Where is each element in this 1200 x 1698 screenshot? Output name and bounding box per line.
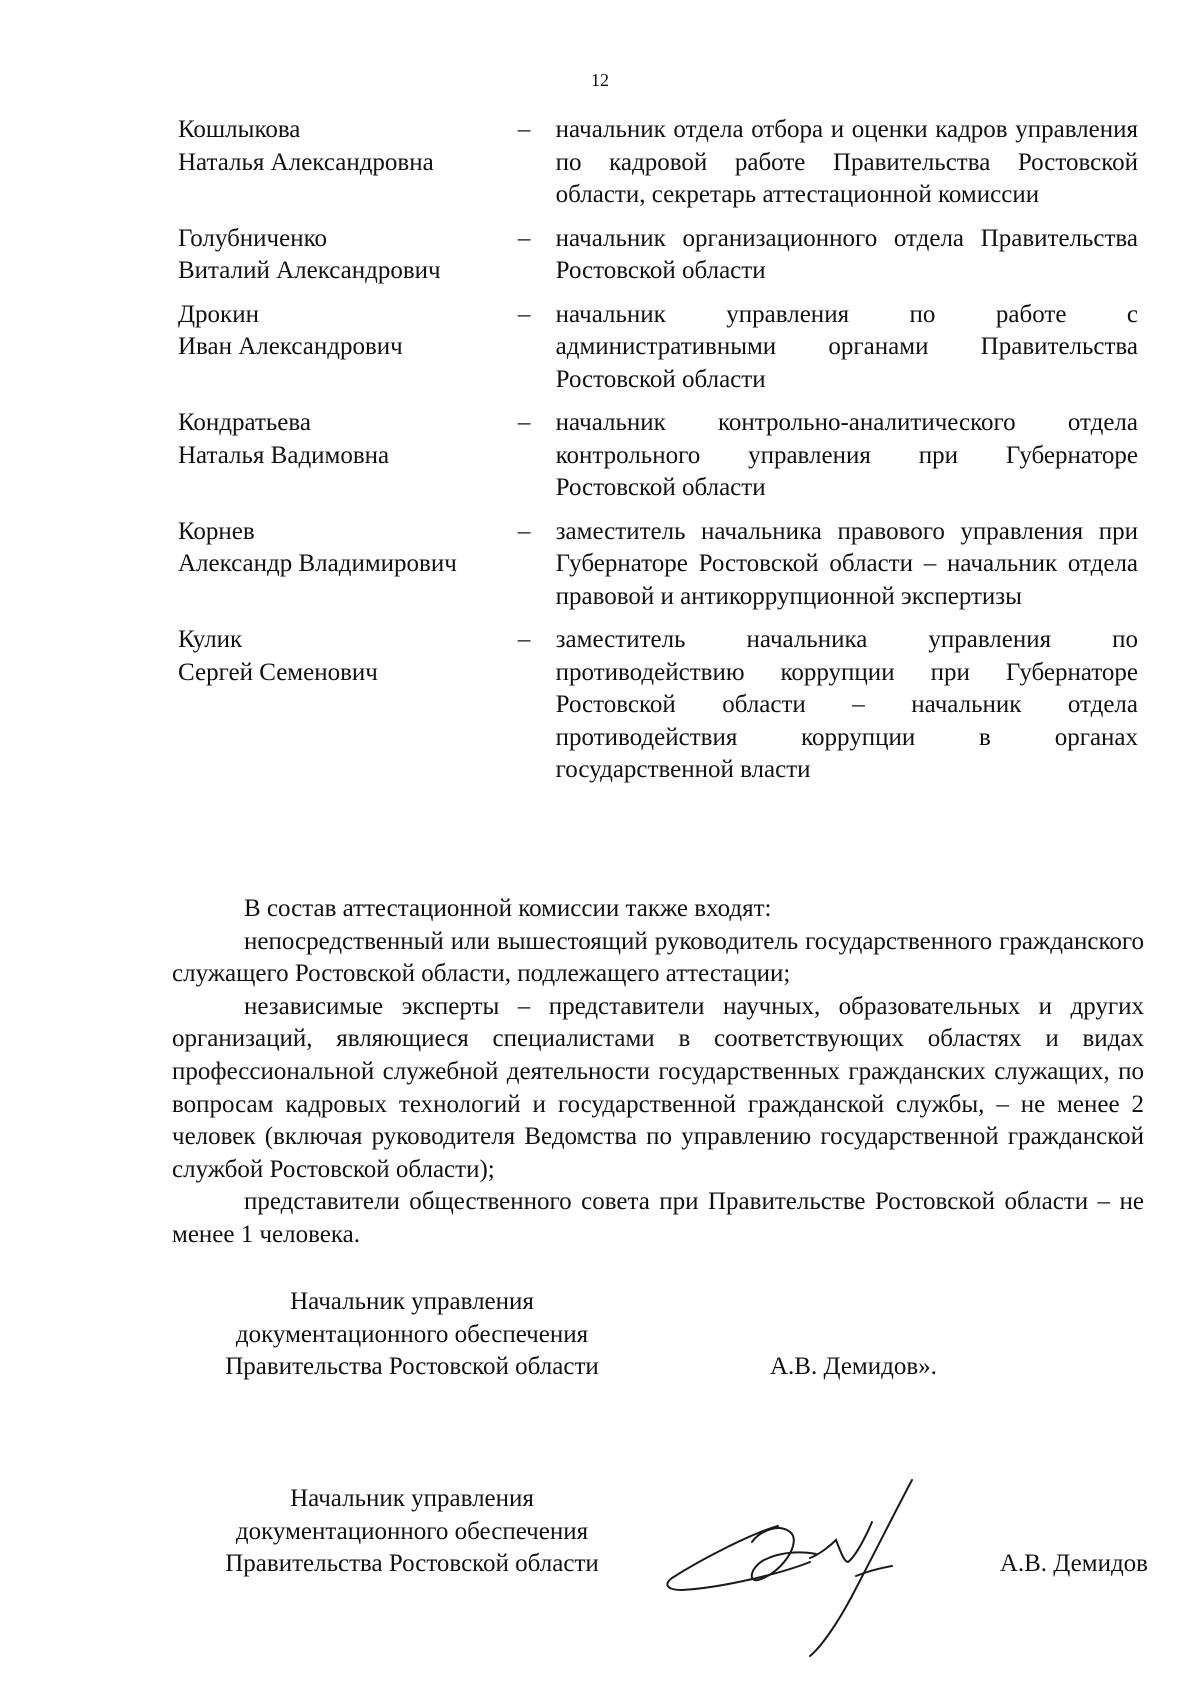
member-position: начальник организационного отдела Правительства Ростовской области xyxy=(555,224,1139,284)
member-dash: – xyxy=(517,517,531,545)
member-name: Дрокин Иван Александрович xyxy=(178,300,403,360)
signatory-title-line: Правительства Ростовской области xyxy=(225,1353,599,1380)
signatory-title-line: документационного обеспечения xyxy=(235,1320,589,1348)
member-row xyxy=(178,407,1138,505)
signatory-name: А.В. Демидов xyxy=(999,1550,1148,1577)
member-row xyxy=(178,299,1138,397)
composition-item: непосредственный или вышестоящий руководитель государственного гражданского служащего Ростовской области, подлежащего аттестации; xyxy=(172,927,1144,988)
signatory-title-line: Начальник управления xyxy=(290,1485,534,1512)
member-dash: – xyxy=(517,300,531,328)
commission-member-list xyxy=(178,114,1138,798)
signatory-title xyxy=(172,1286,652,1384)
member-position: начальник отдела отбора и оценки кадров управления по кадровой работе Правительства Ростовской области, секретарь аттестационной комиссии xyxy=(555,116,1139,208)
signatory-title-line: Правительства Ростовской области xyxy=(225,1550,599,1577)
member-name: Голубниченко Виталий Александрович xyxy=(178,224,441,284)
composition-intro: В состав аттестационной комиссии также входят: xyxy=(244,895,772,922)
member-dash: – xyxy=(517,409,531,436)
commission-composition xyxy=(172,893,1144,1252)
signatory-name: А.В. Демидов». xyxy=(770,1353,937,1380)
signatory-title-line: Начальник управления xyxy=(290,1288,534,1315)
member-dash: – xyxy=(517,224,531,252)
signature-block xyxy=(172,1286,1148,1384)
member-name: Кошлыкова Наталья Александровна xyxy=(178,116,434,176)
member-position: заместитель начальника управления по противодействию коррупции при Губернаторе Ростовской области – начальник отдела противодействия коррупции в органах государственной власти xyxy=(555,626,1139,783)
member-dash: – xyxy=(517,116,531,143)
handwritten-signature xyxy=(660,1470,940,1660)
signatory-title xyxy=(172,1483,652,1581)
member-row xyxy=(178,516,1138,614)
page-number: 12 xyxy=(591,70,609,90)
composition-item: независимые эксперты – представители научных, образовательных и других организаций, являющиеся специалистами в соответствующих областях и видах профессиональной служебной деятельности государственных гражданских служащих, по вопросам кадровых технологий и государственной гражданской службы, – не менее 2 человек (включая руководителя Ведомства по управлению государственной гражданской службой Ростовской области); xyxy=(172,992,1144,1183)
member-row xyxy=(178,114,1138,212)
member-name: Кондратьева Наталья Вадимовна xyxy=(178,409,390,469)
member-row xyxy=(178,223,1138,288)
member-name: Кулик Сергей Семенович xyxy=(178,626,378,686)
member-row xyxy=(178,624,1138,787)
member-position: начальник управления по работе с административными органами Правительства Ростовской области xyxy=(555,300,1139,393)
member-position: заместитель начальника правового управления при Губернаторе Ростовской области – начальник отдела правовой и антикоррупционной экспертизы xyxy=(555,517,1139,610)
member-name: Корнев Александр Владимирович xyxy=(178,517,457,577)
signatory-title-line: документационного обеспечения xyxy=(235,1517,589,1545)
member-position: начальник контрольно-аналитического отдела контрольного управления при Губернаторе Ростовской области xyxy=(555,409,1139,501)
composition-item: представители общественного совета при Правительстве Ростовской области – не менее 1 человека. xyxy=(172,1188,1144,1248)
member-dash: – xyxy=(517,626,531,653)
